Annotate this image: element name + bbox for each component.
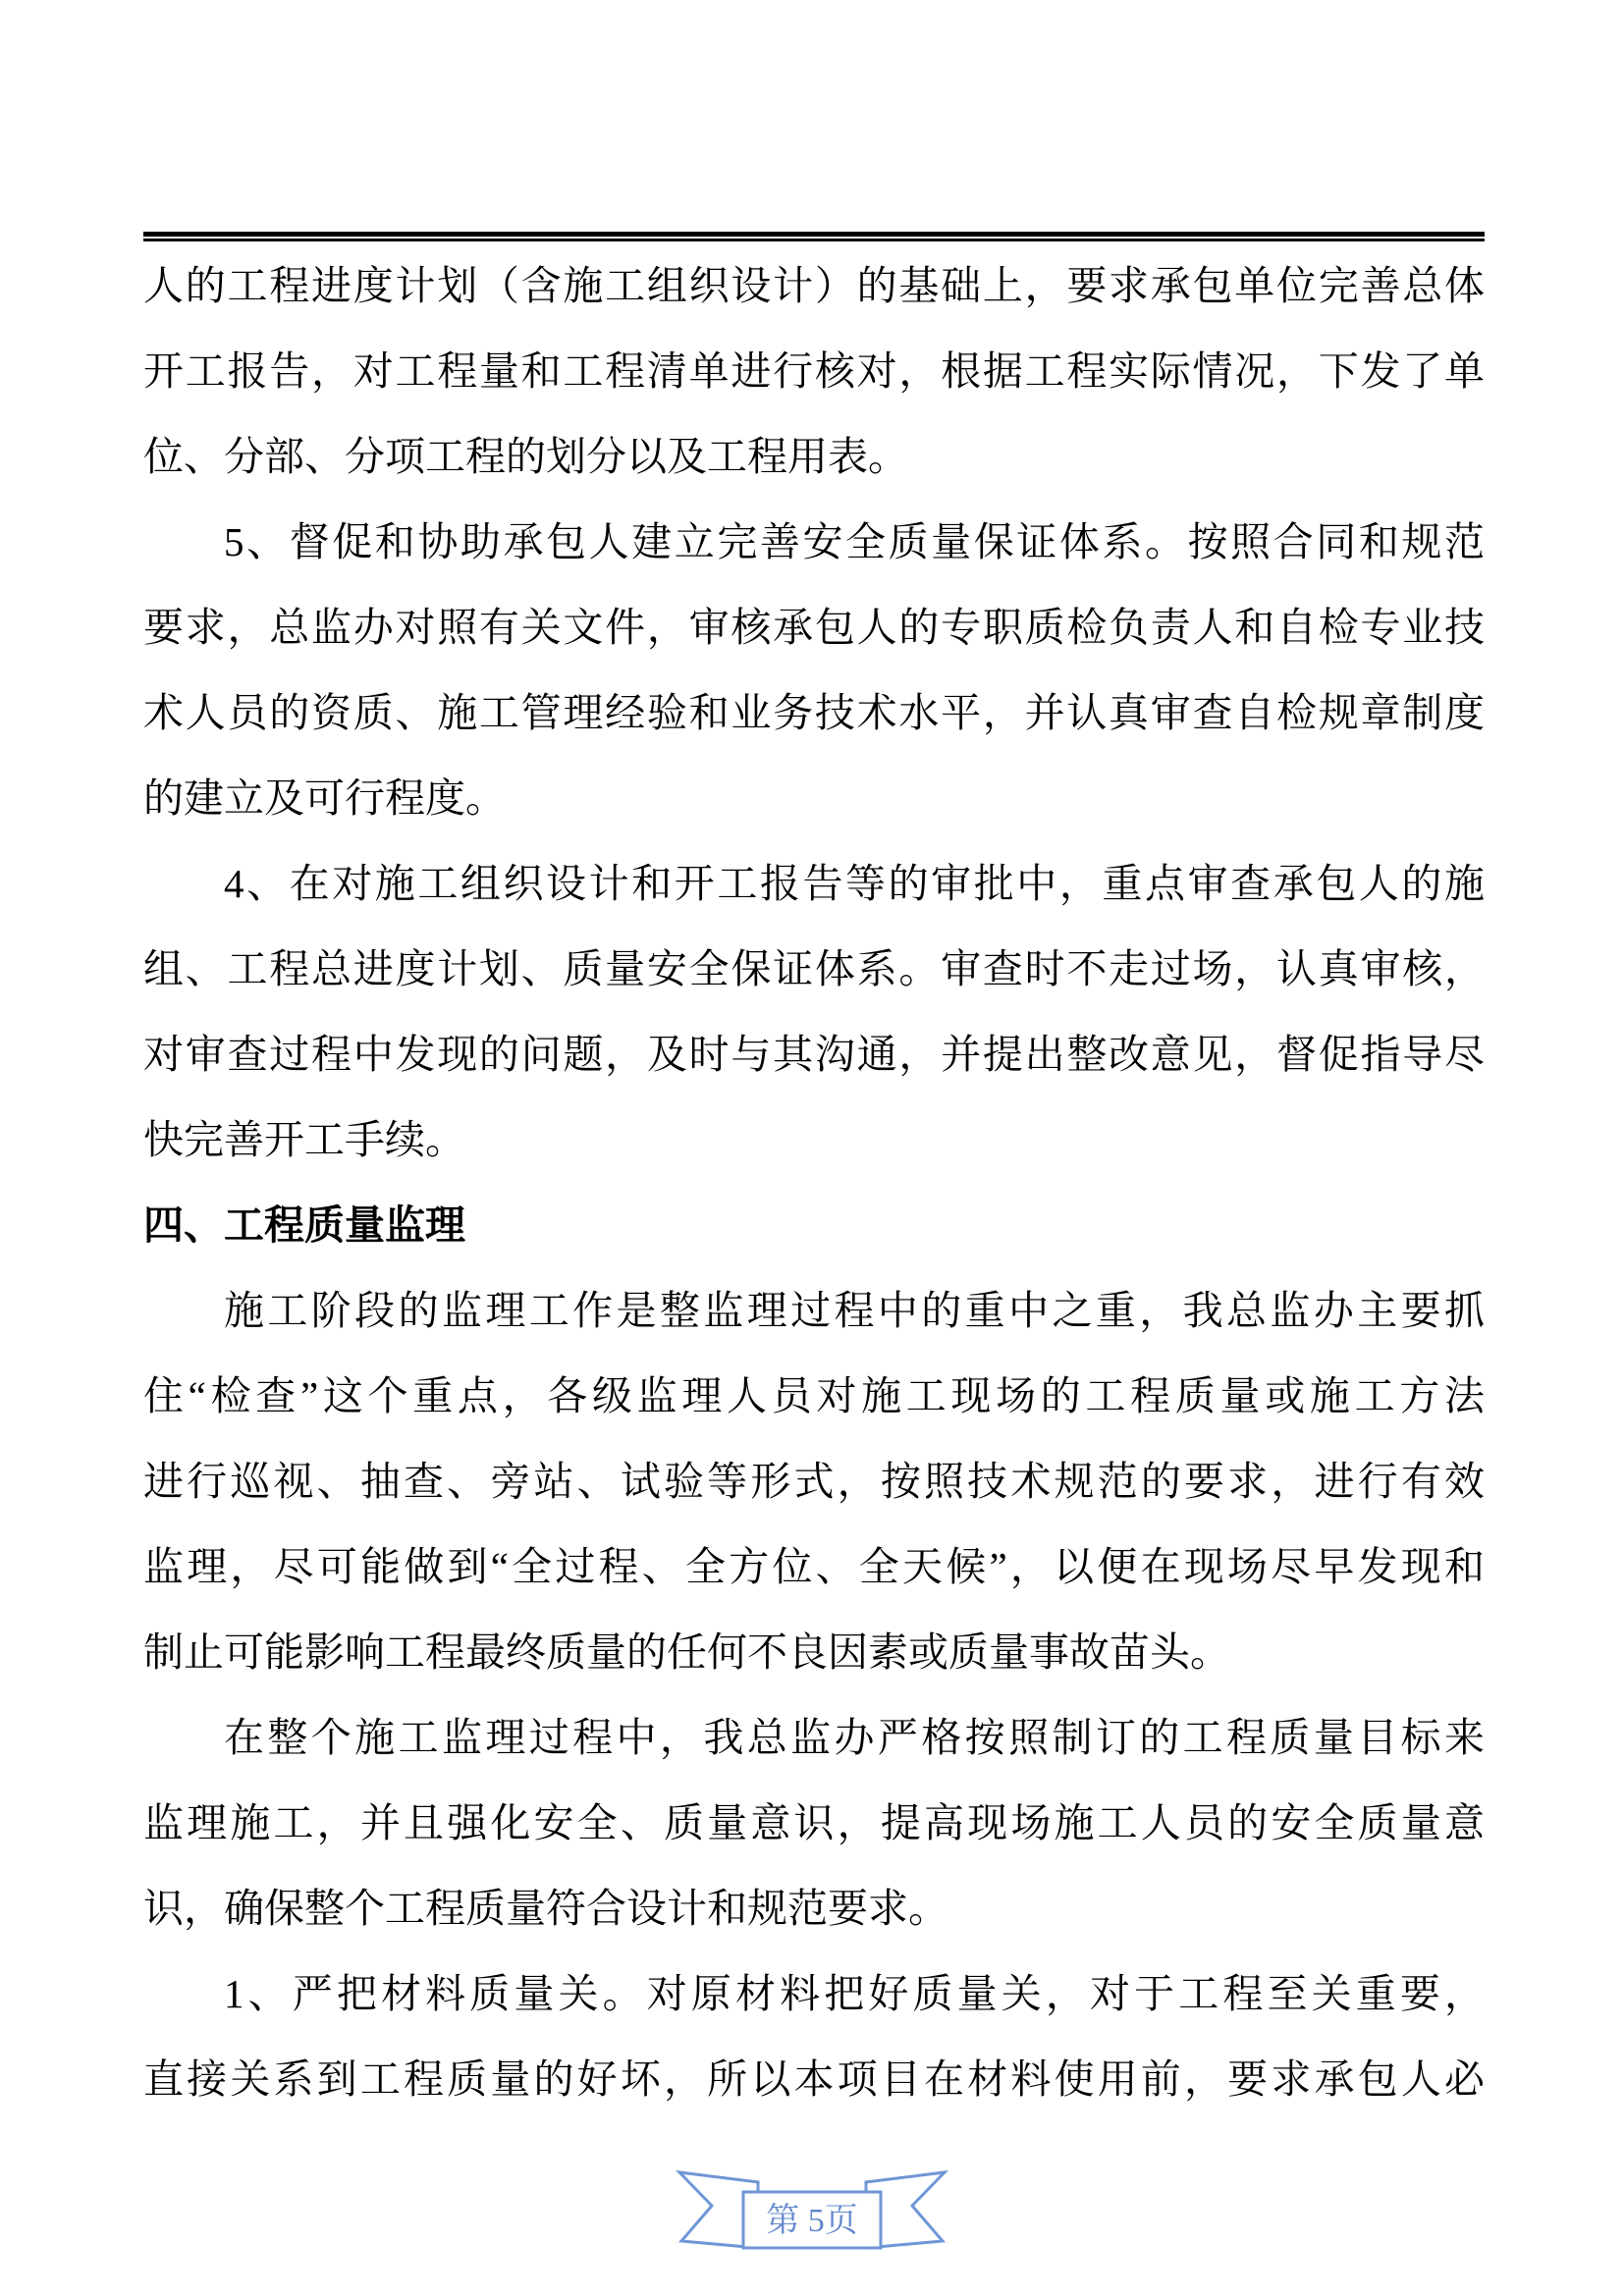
body-line: 开工报告，对工程量和工程清单进行核对，根据工程实际情况，下发了单 <box>143 348 1485 394</box>
body-line: 识，确保整个工程质量符合设计和规范要求。 <box>143 1886 948 1931</box>
body-line: 术人员的资质、施工管理经验和业务技术水平，并认真审查自检规章制度 <box>143 690 1485 735</box>
section-heading: 四、工程质量监理 <box>143 1202 465 1248</box>
body-line: 住“检查”这个重点，各级监理人员对施工现场的工程质量或施工方法 <box>143 1373 1485 1418</box>
body-line: 进行巡视、抽查、旁站、试验等形式，按照技术规范的要求，进行有效 <box>143 1459 1485 1504</box>
body-line: 4、在对施工组织设计和开工报告等的审批中，重点审查承包人的施 <box>224 861 1485 906</box>
body-line: 在整个施工监理过程中，我总监办严格按照制订的工程质量目标来 <box>224 1715 1485 1760</box>
body-line: 监理，尽可能做到“全过程、全方位、全天候”，以便在现场尽早发现和 <box>143 1544 1485 1589</box>
body-line: 快完善开工手续。 <box>143 1117 465 1162</box>
body-line: 人的工程进度计划（含施工组织设计）的基础上，要求承包单位完善总体 <box>143 263 1485 308</box>
body-line: 制止可能影响工程最终质量的任何不良因素或质量事故苗头。 <box>143 1629 1230 1675</box>
body-line: 组、工程总进度计划、质量安全保证体系。审查时不走过场，认真审核， <box>143 946 1485 991</box>
header-rule <box>143 232 1485 241</box>
page-number-label: 第 5页 <box>766 2203 858 2239</box>
body-line: 的建立及可行程度。 <box>143 775 506 821</box>
body-line: 直接关系到工程质量的好坏，所以本项目在材料使用前，要求承包人必 <box>143 2056 1485 2102</box>
body-line: 对审查过程中发现的问题，及时与其沟通，并提出整改意见，督促指导尽 <box>143 1032 1485 1077</box>
body-line: 5、督促和协助承包人建立完善安全质量保证体系。按照合同和规范 <box>224 519 1485 564</box>
body-line: 1、严把材料质量关。对原材料把好质量关，对于工程至关重要， <box>224 1971 1485 2016</box>
body-line: 位、分部、分项工程的划分以及工程用表。 <box>143 434 908 479</box>
body-line: 要求，总监办对照有关文件，审核承包人的专职质检负责人和自检专业技 <box>143 605 1485 650</box>
document-body <box>143 243 1485 2122</box>
body-line: 监理施工，并且强化安全、质量意识，提高现场施工人员的安全质量意 <box>143 1800 1485 1845</box>
body-line: 施工阶段的监理工作是整监理过程中的重中之重，我总监办主要抓 <box>224 1288 1485 1333</box>
page-content <box>143 232 1485 2122</box>
page-number-ribbon <box>625 2155 999 2272</box>
